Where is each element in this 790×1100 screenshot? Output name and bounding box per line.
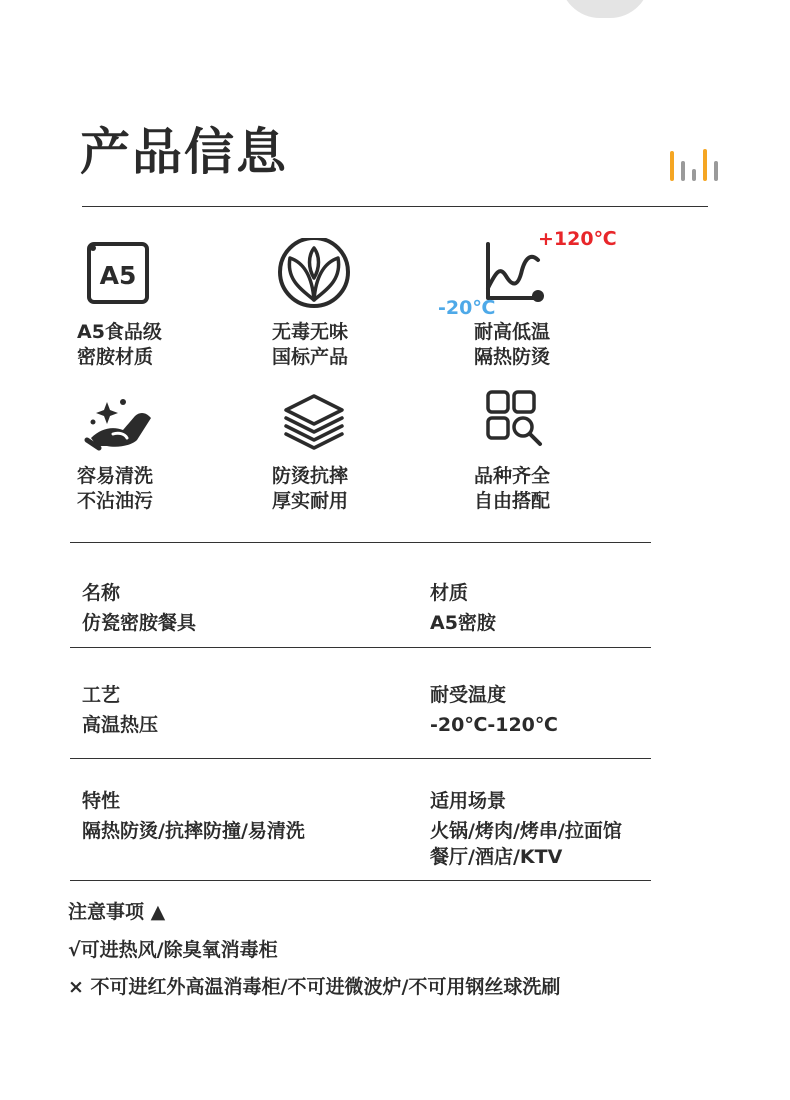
title-divider (82, 206, 708, 207)
spec-value: 仿瓷密胺餐具 (82, 612, 197, 634)
feature-line1: 容易清洗 (77, 465, 154, 487)
feature-line2: 厚实耐用 (272, 490, 349, 512)
feature-line1: 品种齐全 (474, 465, 551, 487)
sound-bars-icon (670, 145, 720, 181)
feature-line2: 密胺材质 (77, 346, 154, 368)
temperature-low-label: -20℃ (438, 297, 496, 319)
feature-line2: 隔热防烫 (474, 346, 551, 368)
grid-search-icon (474, 388, 574, 468)
leaf-circle-icon (272, 238, 372, 318)
feature-line1: 耐高低温 (474, 321, 551, 343)
spec-label: 适用场景 (430, 790, 507, 812)
feature-line1: 防烫抗摔 (272, 465, 349, 487)
spec-label: 名称 (82, 582, 121, 604)
spec-value: -20℃-120℃ (430, 714, 558, 736)
spec-value-line1: 火锅/烤肉/烤串/拉面馆 (430, 820, 622, 842)
decorative-top-shape (560, 0, 650, 18)
cleaning-hand-icon (77, 388, 177, 468)
spec-label: 耐受温度 (430, 684, 507, 706)
a5-badge-text: A5 (99, 261, 137, 290)
spec-divider (70, 542, 651, 543)
page-title: 产品信息 (80, 123, 288, 181)
spec-value: 隔热防烫/抗摔防撞/易清洗 (82, 820, 305, 842)
spec-divider (70, 758, 651, 759)
spec-divider (70, 880, 651, 881)
spec-label: 工艺 (82, 684, 121, 706)
spec-value: 高温热压 (82, 714, 159, 736)
spec-value-line2: 餐厅/酒店/KTV (430, 846, 563, 868)
temperature-high-label: +120℃ (538, 228, 617, 250)
spec-divider (70, 647, 651, 648)
spec-value: A5密胺 (430, 612, 496, 634)
spec-label: 特性 (82, 790, 121, 812)
spec-label: 材质 (430, 582, 469, 604)
feature-line1: 无毒无味 (272, 321, 349, 343)
notes-heading: 注意事项 ▲ (68, 901, 166, 923)
feature-line2: 自由搭配 (474, 490, 551, 512)
a5-badge-icon (77, 238, 177, 318)
feature-line2: 国标产品 (272, 346, 349, 368)
note-forbidden: × 不可进红外高温消毒柜/不可进微波炉/不可用钢丝球洗刷 (68, 976, 561, 998)
note-allowed: √可进热风/除臭氧消毒柜 (68, 939, 278, 961)
feature-line2: 不沾油污 (77, 490, 154, 512)
feature-line1: A5食品级 (77, 321, 162, 343)
layers-icon (272, 388, 372, 468)
